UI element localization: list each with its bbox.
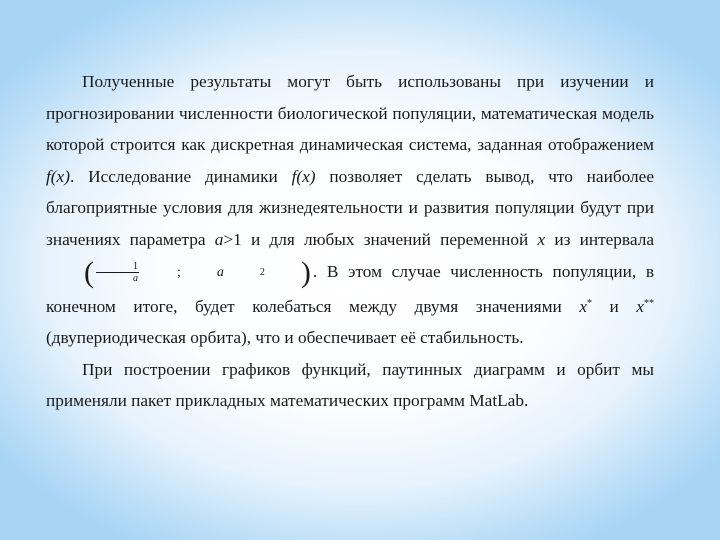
value-x-star: x (579, 296, 588, 316)
value-x-star-sup: * (587, 297, 593, 309)
interval-close-paren: ) (300, 255, 311, 289)
text-segment: и (592, 296, 637, 316)
text-segment: позволяет сделать вывод, что наиболее благоприятные условия для жизнедеятельности и развития популяции будут при значениях параметра (46, 166, 654, 249)
slide-body-text (46, 66, 654, 417)
text-segment: . Исследование динамики (69, 166, 292, 186)
text-segment: из интервала (545, 229, 654, 249)
text-segment: (двупериодическая орбита), что и обеспечивает её стабильность. (46, 328, 524, 348)
interval-upper-exponent: 2 (259, 266, 265, 278)
interval-separator: ; (177, 264, 181, 280)
fraction-numerator: 1 (96, 261, 139, 273)
fraction-one-over-a (96, 261, 139, 284)
paragraph-matlab: При построении графиков функций, паутинных диаграмм и орбит мы применяли пакет прикладных математических программ MatLab. (46, 359, 654, 411)
fraction-denominator: a (133, 273, 138, 285)
text-segment: . В этом случае численность популяции, в конечном итоге, будет колебаться между двумя значениями (46, 261, 654, 316)
interval-upper-bound: a (216, 264, 224, 280)
parameter-a: a (214, 229, 224, 249)
text-segment: Полученные результаты могут быть использованы при изучении и прогнозировании численности биологической популяции, математическая модель которой строится как дискретная динамическая система, заданная отображением (46, 72, 654, 155)
interval-formula (48, 255, 311, 289)
text-segment: >1 и для любых значений переменной (223, 229, 538, 249)
value-x-double-star-sup: ** (644, 297, 655, 309)
value-x-double-star: x (636, 296, 645, 316)
formula-fx: f(x) (46, 166, 70, 186)
variable-x: x (537, 229, 546, 249)
formula-fx: f(x) (291, 166, 316, 186)
interval-open-paren: ( (84, 255, 94, 289)
paragraph-results (46, 66, 654, 354)
